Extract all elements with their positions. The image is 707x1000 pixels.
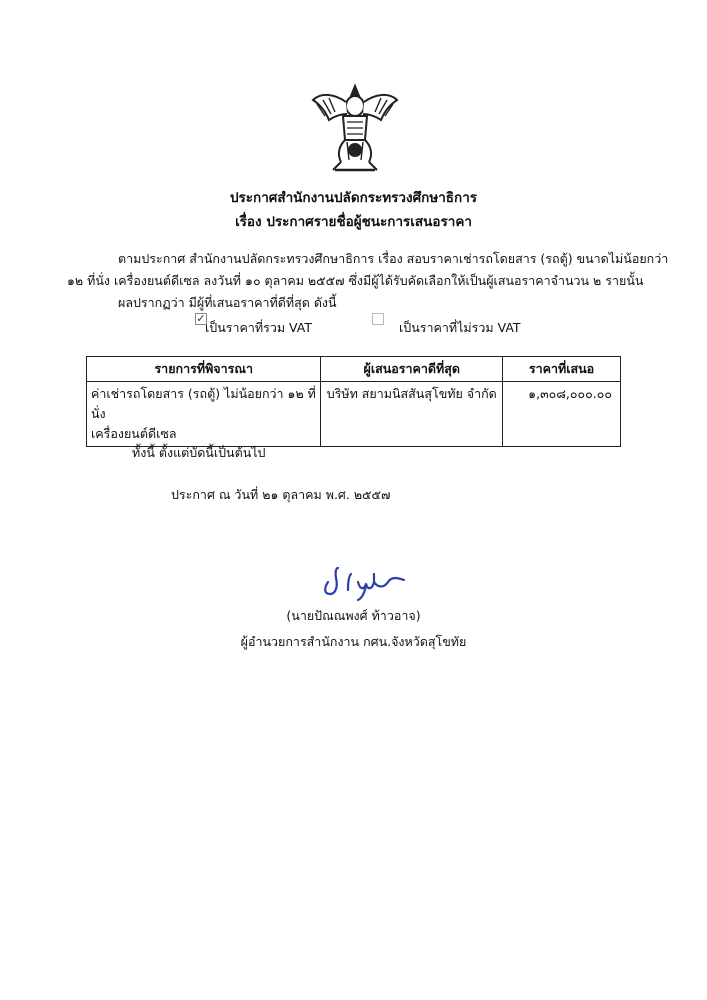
announcement-date: ประกาศ ณ วันที่ ๒๑ ตุลาคม พ.ศ. ๒๕๕๗ bbox=[171, 487, 391, 502]
column-header-price: ราคาที่เสนอ bbox=[503, 357, 621, 382]
column-header-bidder: ผู้เสนอราคาดีที่สุด bbox=[321, 357, 503, 382]
item-line-1: ค่าเช่ารถโดยสาร (รถตู้) ไม่น้อยกว่า ๑๒ ที่นั่ง bbox=[91, 386, 316, 421]
garuda-emblem-icon bbox=[305, 80, 405, 180]
body-paragraph-line-3: ผลปรากฏว่า มีผู้ที่เสนอราคาที่ดีที่สุด ดังนี้ bbox=[118, 295, 337, 310]
table-header-row bbox=[87, 357, 621, 382]
bidder-cell: บริษัท สยามนิสสันสุโขทัย จำกัด bbox=[321, 382, 503, 447]
item-line-2: เครื่องยนต์ดีเซล bbox=[91, 426, 177, 441]
exclude-vat-label: เป็นราคาที่ไม่รวม VAT bbox=[399, 320, 521, 335]
handwritten-signature bbox=[318, 560, 418, 602]
check-icon: ✓ bbox=[196, 312, 206, 325]
award-table bbox=[86, 356, 621, 447]
signer-name: (นายปัณณพงศ์ ท้าวอาจ) bbox=[286, 608, 421, 623]
table-row bbox=[87, 382, 621, 447]
exclude-vat-checkbox[interactable] bbox=[372, 313, 384, 325]
effective-statement: ทั้งนี้ ตั้งแต่บัดนี้เป็นต้นไป bbox=[132, 445, 266, 460]
include-vat-label: เป็นราคาที่รวม VAT bbox=[205, 320, 313, 335]
body-paragraph-line-2: ๑๒ ที่นั่ง เครื่องยนต์ดีเซล ลงวันที่ ๑๐ ตุลาคม ๒๕๕๗ ซึ่งมีผู้ได้รับคัดเลือกให้เป็นผู้เสนอราคาจำนวน ๒ รายนั้น bbox=[67, 273, 644, 288]
announcement-subject: เรื่อง ประกาศรายชื่อผู้ชนะการเสนอราคา bbox=[235, 214, 472, 230]
signer-position: ผู้อำนวยการสำนักงาน กศน.จังหวัดสุโขทัย bbox=[240, 634, 467, 649]
price-cell: ๑,๓๐๘,๐๐๐.๐๐ bbox=[503, 382, 621, 447]
body-paragraph-line-1: ตามประกาศ สำนักงานปลัดกระทรวงศึกษาธิการ เรื่อง สอบราคาเช่ารถโดยสาร (รถตู้) ขนาดไม่น้อยกว่า bbox=[118, 251, 669, 266]
item-cell bbox=[87, 382, 321, 447]
column-header-item: รายการที่พิจารณา bbox=[87, 357, 321, 382]
announcement-title: ประกาศสำนักงานปลัดกระทรวงศึกษาธิการ bbox=[229, 190, 478, 206]
